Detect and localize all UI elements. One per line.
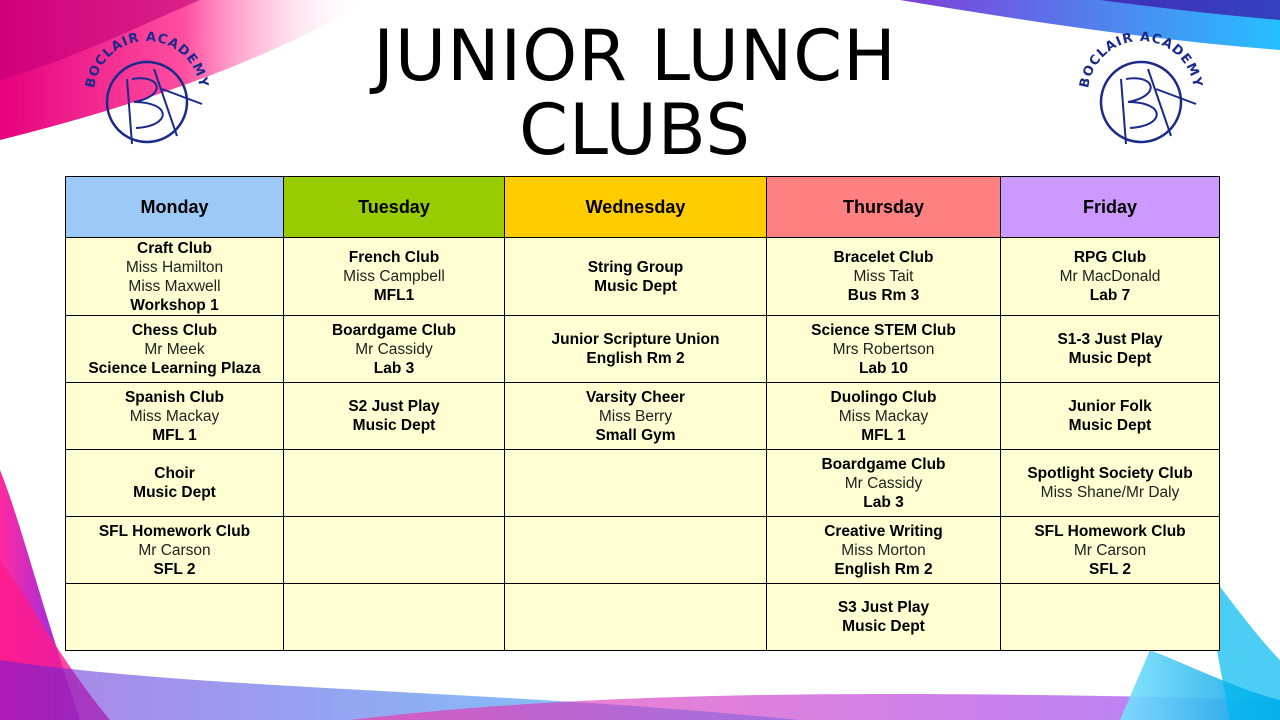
school-logo [1066, 24, 1216, 154]
club-room: SFL 2 [153, 560, 196, 578]
club-cell-tuesday [284, 238, 505, 316]
club-cell-wednesday [505, 238, 767, 316]
club-cell-wednesday [505, 383, 767, 450]
club-room: Music Dept [352, 417, 436, 434]
club-room: Lab 10 [858, 359, 909, 377]
club-name: Duolingo Club [830, 388, 937, 406]
club-staff: Mr MacDonald [1059, 268, 1161, 285]
club-cell-monday [66, 450, 284, 517]
day-header-thursday: Thursday [767, 177, 1001, 238]
club-staff: Miss Mackay [129, 407, 220, 425]
club-name: Chess Club [131, 321, 218, 339]
club-staff: Mr Cassidy [844, 474, 923, 492]
club-room: MFL 1 [152, 426, 197, 444]
club-cell-friday [1001, 383, 1220, 450]
day-header-friday: Friday [1001, 177, 1220, 238]
club-staff: Miss Morton [841, 541, 926, 559]
table-row [66, 238, 1220, 316]
club-room: Science Learning Plaza [88, 359, 261, 377]
club-cell-tuesday [284, 450, 505, 517]
club-name: SFL Homework Club [98, 522, 251, 540]
club-name: Craft Club [137, 239, 212, 257]
club-room: Music Dept [594, 277, 677, 295]
table-row [66, 584, 1220, 651]
club-room: Lab 3 [863, 493, 904, 511]
club-staff: Mr Carson [1073, 541, 1147, 559]
club-name: String Group [587, 258, 684, 276]
club-cell-tuesday [284, 316, 505, 383]
club-cell-tuesday [284, 383, 505, 450]
table-row [66, 517, 1220, 584]
club-name: Creative Writing [824, 522, 943, 540]
club-cell-tuesday [284, 517, 505, 584]
club-staff: Miss Tait [853, 268, 914, 285]
club-room: SFL 2 [1089, 560, 1131, 578]
club-staff: Miss Shane/Mr Daly [1040, 484, 1180, 501]
club-cell-friday [1001, 450, 1220, 517]
club-room: MFL1 [373, 287, 415, 304]
club-staff: Mr Meek [144, 340, 205, 358]
club-name: S2 Just Play [348, 398, 440, 415]
club-cell-thursday [767, 584, 1001, 651]
club-name: Spotlight Society Club [1027, 465, 1193, 482]
club-staff: Miss Berry [598, 407, 673, 425]
club-name: French Club [348, 249, 440, 266]
club-name: Boardgame Club [331, 321, 456, 339]
school-logo [72, 24, 222, 154]
club-cell-friday [1001, 316, 1220, 383]
table-row [66, 316, 1220, 383]
page-title-line2: CLUBS [519, 89, 751, 171]
club-cell-monday [66, 238, 284, 316]
club-room: Music Dept [1068, 417, 1152, 434]
club-cell-monday [66, 316, 284, 383]
club-staff: Miss Maxwell [128, 277, 221, 295]
svg-text:BOCLAIR ACADEMY: BOCLAIR ACADEMY [1077, 29, 1205, 90]
club-cell-thursday [767, 383, 1001, 450]
svg-text:BOCLAIR ACADEMY: BOCLAIR ACADEMY [83, 29, 211, 90]
club-name: S3 Just Play [837, 599, 930, 616]
club-cell-thursday [767, 238, 1001, 316]
club-name: Junior Scripture Union [551, 331, 720, 348]
page-title-line1: JUNIOR LUNCH [373, 15, 897, 97]
club-room: Lab 7 [1089, 287, 1131, 304]
club-name: S1-3 Just Play [1057, 331, 1163, 348]
day-header-monday: Monday [66, 177, 284, 238]
clubs-timetable [65, 176, 1220, 651]
club-room: English Rm 2 [834, 560, 933, 578]
club-room: Music Dept [133, 484, 216, 501]
club-name: Spanish Club [124, 388, 225, 406]
club-name: RPG Club [1073, 249, 1147, 266]
club-cell-thursday [767, 450, 1001, 517]
club-name: Boardgame Club [821, 455, 946, 473]
club-name: Science STEM Club [811, 321, 956, 339]
club-cell-wednesday [505, 517, 767, 584]
club-cell-wednesday [505, 316, 767, 383]
club-staff: Miss Hamilton [125, 258, 224, 276]
club-name: Junior Folk [1068, 398, 1152, 415]
club-cell-monday [66, 584, 284, 651]
table-row [66, 383, 1220, 450]
club-room: English Rm 2 [586, 350, 685, 367]
day-header-wednesday: Wednesday [505, 177, 767, 238]
club-cell-friday [1001, 584, 1220, 651]
club-room: Music Dept [1068, 350, 1152, 367]
club-cell-wednesday [505, 450, 767, 517]
club-cell-tuesday [284, 584, 505, 651]
club-cell-thursday [767, 517, 1001, 584]
club-name: Bracelet Club [833, 249, 934, 266]
club-room: Music Dept [842, 618, 925, 635]
club-staff: Mrs Robertson [832, 340, 935, 358]
club-room: MFL 1 [861, 426, 906, 444]
club-room: Workshop 1 [130, 296, 219, 314]
club-cell-wednesday [505, 584, 767, 651]
club-staff: Miss Campbell [343, 268, 445, 285]
day-header-tuesday: Tuesday [284, 177, 505, 238]
club-cell-thursday [767, 316, 1001, 383]
club-cell-monday [66, 383, 284, 450]
club-staff: Mr Carson [138, 541, 211, 559]
club-staff: Mr Cassidy [355, 340, 433, 358]
club-cell-friday [1001, 238, 1220, 316]
club-room: Small Gym [595, 426, 676, 444]
club-room: Lab 3 [373, 359, 415, 377]
club-cell-friday [1001, 517, 1220, 584]
club-staff: Miss Mackay [838, 407, 929, 425]
club-name: Varsity Cheer [585, 388, 686, 406]
table-row [66, 450, 1220, 517]
day-header-row [66, 177, 1220, 238]
club-cell-monday [66, 517, 284, 584]
club-name: Choir [154, 465, 195, 482]
club-room: Bus Rm 3 [847, 287, 920, 304]
club-name: SFL Homework Club [1034, 522, 1186, 540]
